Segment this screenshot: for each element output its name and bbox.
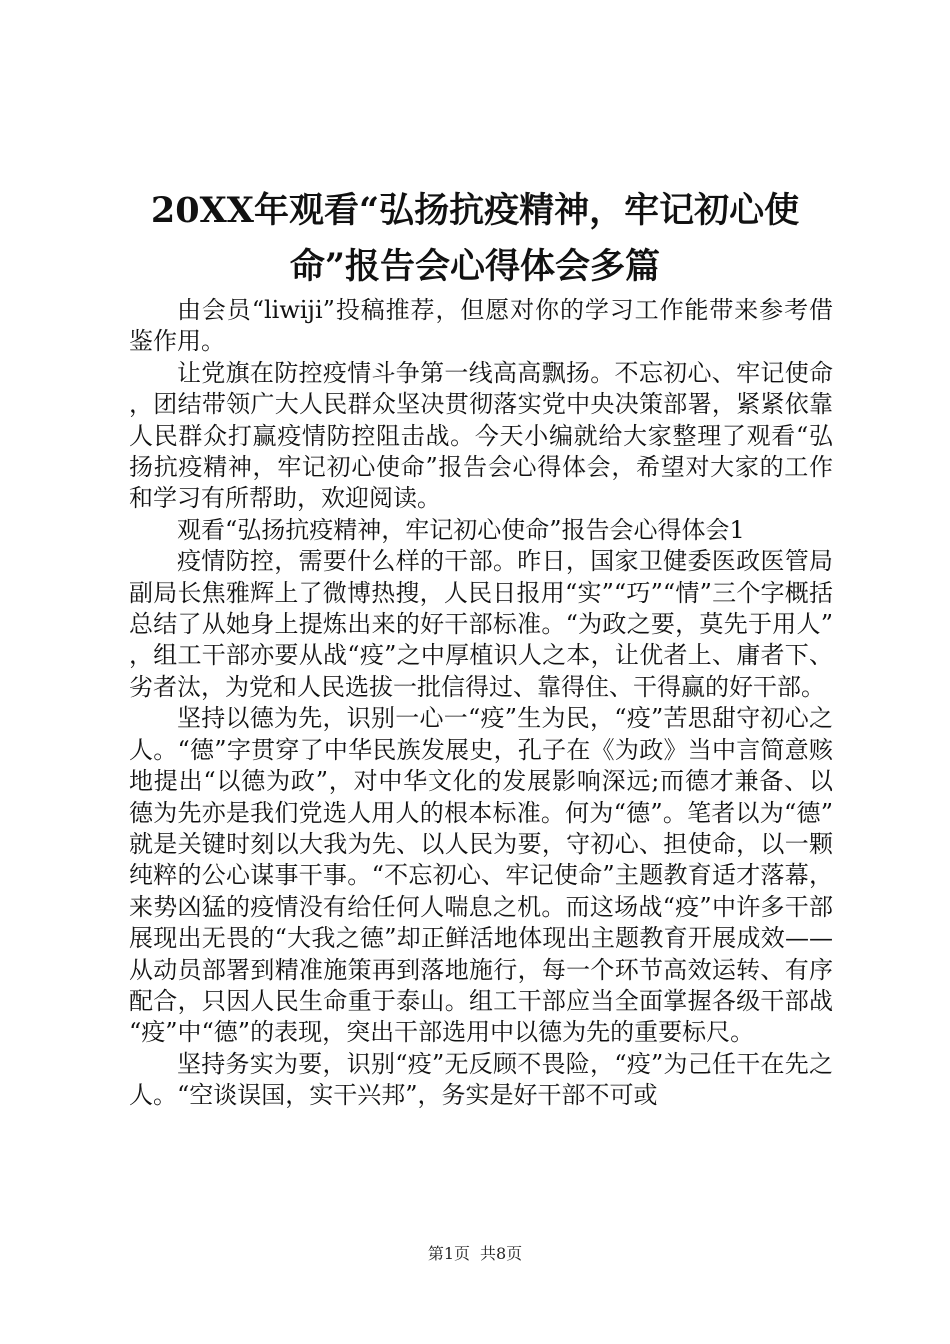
- paragraph-intro: 由会员“liwiji”投稿推荐，但愿对你的学习工作能带来参考借鉴作用。: [129, 296, 833, 356]
- page-number: 第1页: [427, 1244, 470, 1263]
- page-total: 共8页: [480, 1244, 523, 1263]
- document-body: [129, 295, 833, 1112]
- title-line-2: 命”报告会心得体会多篇: [289, 246, 661, 287]
- paragraph-summary: 让党旗在防控疫情斗争第一线高高飘扬。不忘初心、牢记使命，团结带领广大人民群众坚决贯彻落实党中央决策部署，紧紧依靠人民群众打赢疫情防控阻击战。今天小编就给大家整理了观看“弘扬抗疫精神，牢记初心使命”报告会心得体会，希望对大家的工作和学习有所帮助，欢迎阅读。: [129, 358, 833, 513]
- page-footer: [0, 1244, 950, 1264]
- title-line-1: 20XX年观看“弘扬抗疫精神，牢记初心使: [150, 190, 800, 231]
- section-heading: 观看“弘扬抗疫精神，牢记初心使命”报告会心得体会1: [177, 515, 745, 544]
- paragraph: 疫情防控，需要什么样的干部。昨日，国家卫健委医政医管局副局长焦雅辉上了微博热搜，人民日报用“实”“巧”“情”三个字概括总结了从她身上提炼出来的好干部标准。“为政之要，莫先于用人”，组工干部亦要从战“疫”之中厚植识人之本，让优者上、庸者下、劣者汰，为党和人民选拔一批信得过、靠得住、干得赢的好干部。: [129, 547, 833, 701]
- paragraph: 坚持以德为先，识别一心一“疫”生为民，“疫”苦思甜守初心之人。“德”字贯穿了中华民族发展史，孔子在《为政》当中言简意赅地提出“以德为政”，对中华文化的发展影响深远;而德才兼备、以德为先亦是我们党选人用人的根本标准。何为“德”。笔者以为“德”就是关键时刻以大我为先、以人民为要，守初心、担使命，以一颗纯粹的公心谋事干事。“不忘初心、牢记使命”主题教育适才落幕，来势凶猛的疫情没有给任何人喘息之机。而这场战“疫”中许多干部展现出无畏的“大我之德”却正鲜活地体现出主题教育开展成效——从动员部署到精准施策再到落地施行，每一个环节高效运转、有序配合，只因人民生命重于泰山。组工干部应当全面掌握各级干部战“疫”中“德”的表现，突出干部选用中以德为先的重要标尺。: [129, 704, 833, 1047]
- document-title: [120, 183, 830, 295]
- paragraph: 坚持务实为要，识别“疫”无反顾不畏险，“疫”为己任干在先之人。“空谈误国，实干兴邦”，务实是好干部不可或: [129, 1049, 833, 1110]
